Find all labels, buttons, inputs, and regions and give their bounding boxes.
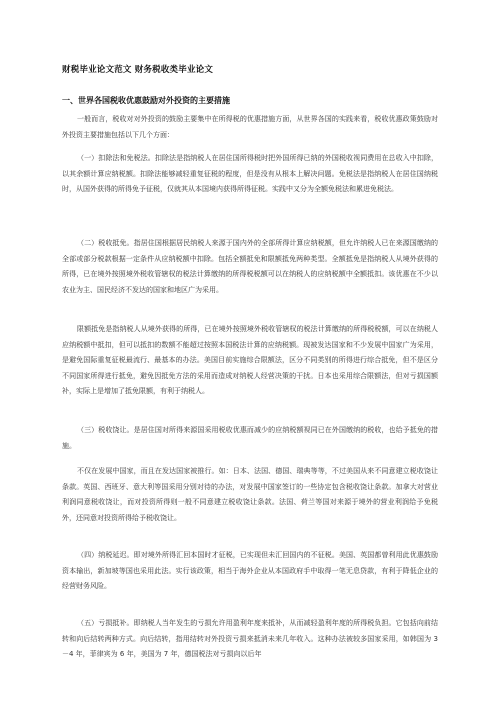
paragraph-limited-credit: 限额抵免是指纳税人从境外获得的所得，已在境外按照境外税收管辖权的税法计算缴纳的所得税税额，可以在纳税人应纳税额中抵扣，但可以抵扣的数额不能超过按照本国税法计算的应纳税额。现被发达国家和不少发展中国家广为采用，是避免国际重复征税最流行、最基本的办法。美国目前实施综合限额法，区分不同类别的所得进行综合抵免，但不是区分不同国家所得进行抵免，避免因抵免方法的采用而造成对纳税人经营决策的干扰。日本也采用综合限额法，但对亏损国额补，实际上是增加了抵免限额，有利于纳税人。 xyxy=(62,325,438,396)
paragraph-loss-carryover: （五）亏损抵补。即纳税人当年发生的亏损允许用盈利年度来抵补，从而减轻盈利年度的所得税负担。它包括向前结转和向后结转两种方式。向后结转，指用结转对外投资亏损来抵消未来几年收入。这种办法被较多国家采用，如韩国为 3－4 年，菲律宾为 6 年，美国为 7 年，德国税法对亏损向以后年 xyxy=(62,619,438,659)
paragraph-tax-credit: （二）税收抵免。指居住国根据居民纳税人来源于国内外的全部所得计算应纳税额，但允许纳税人已在来源国缴纳的全部或部分税款根据一定条件从应纳税额中扣除。包括全额抵免和限额抵免两种类型。全额抵免是指纳税人从境外获得的所得，已在境外按照境外税收管辖权的税法计算缴纳的所得税税额可以在纳税人的应纳税额中全额抵扣。该优惠在不少以农业为主、国民经济不发达的国家和地区广为采用。 xyxy=(62,239,438,294)
paragraph-deduction-exemption: （一）扣除法和免税法。扣除法是指纳税人在居住国所得税时把外国所得已纳的外国税收视同费用在总收入中扣除，以其余额计算应纳税额。扣除法能够减轻重复征税的程度，但是没有从根本上解决问题。免税法是指纳税人在居住国纳税时，从国外获得的所得免予征税，仅就其从本国境内获得所得征税。实践中又分为全额免税法和累进免税法。 xyxy=(62,154,438,194)
paragraph-tax-deferral: （四）纳税延迟。即对境外所得汇回本国时才征税，已实现但未汇回国内的不征税。美国、英国都曾利用此优惠鼓励资本输出，新加坡等国也采用此法。实行该政策，相当于海外企业从本国政府手中取得一笔无息贷款，有利于降低企业的经营财务风险。 xyxy=(62,551,438,591)
paragraph-tax-sparing-countries: 不仅在发展中国家，而且在发达国家被推行。如：日本、法国、德国、瑞典等等，不过美国从来不同意建立税收饶让条款。英国、西班牙、意大利等国采用分别对待的办法，对发展中国家签订的一些协定包含税收饶让条款。加拿大对营业利润同意税收饶让，而对投资所得则一般不同意建立税收饶让条款。法国、荷兰等国对来源于境外的营业利润给予免税外，还同意对投资所得给予税收饶让。 xyxy=(62,467,438,522)
paragraph-intro: 一般而言，税收对对外投资的鼓励主要集中在所得税的优惠措施方面，从世界各国的实践来看，税收优惠政策鼓励对外投资主要措施包括以下几个方面： xyxy=(62,115,438,139)
section-heading: 一、世界各国税收优惠鼓励对外投资的主要措施 xyxy=(62,96,230,105)
document-title: 财税毕业论文范文 财务税收类毕业论文 xyxy=(62,65,214,75)
paragraph-tax-sparing: （三）税收饶让。是居住国对所得来源国采用税收优惠而减少的应纳税额视同已在外国缴纳的税收，也给予抵免的措施。 xyxy=(62,426,438,450)
